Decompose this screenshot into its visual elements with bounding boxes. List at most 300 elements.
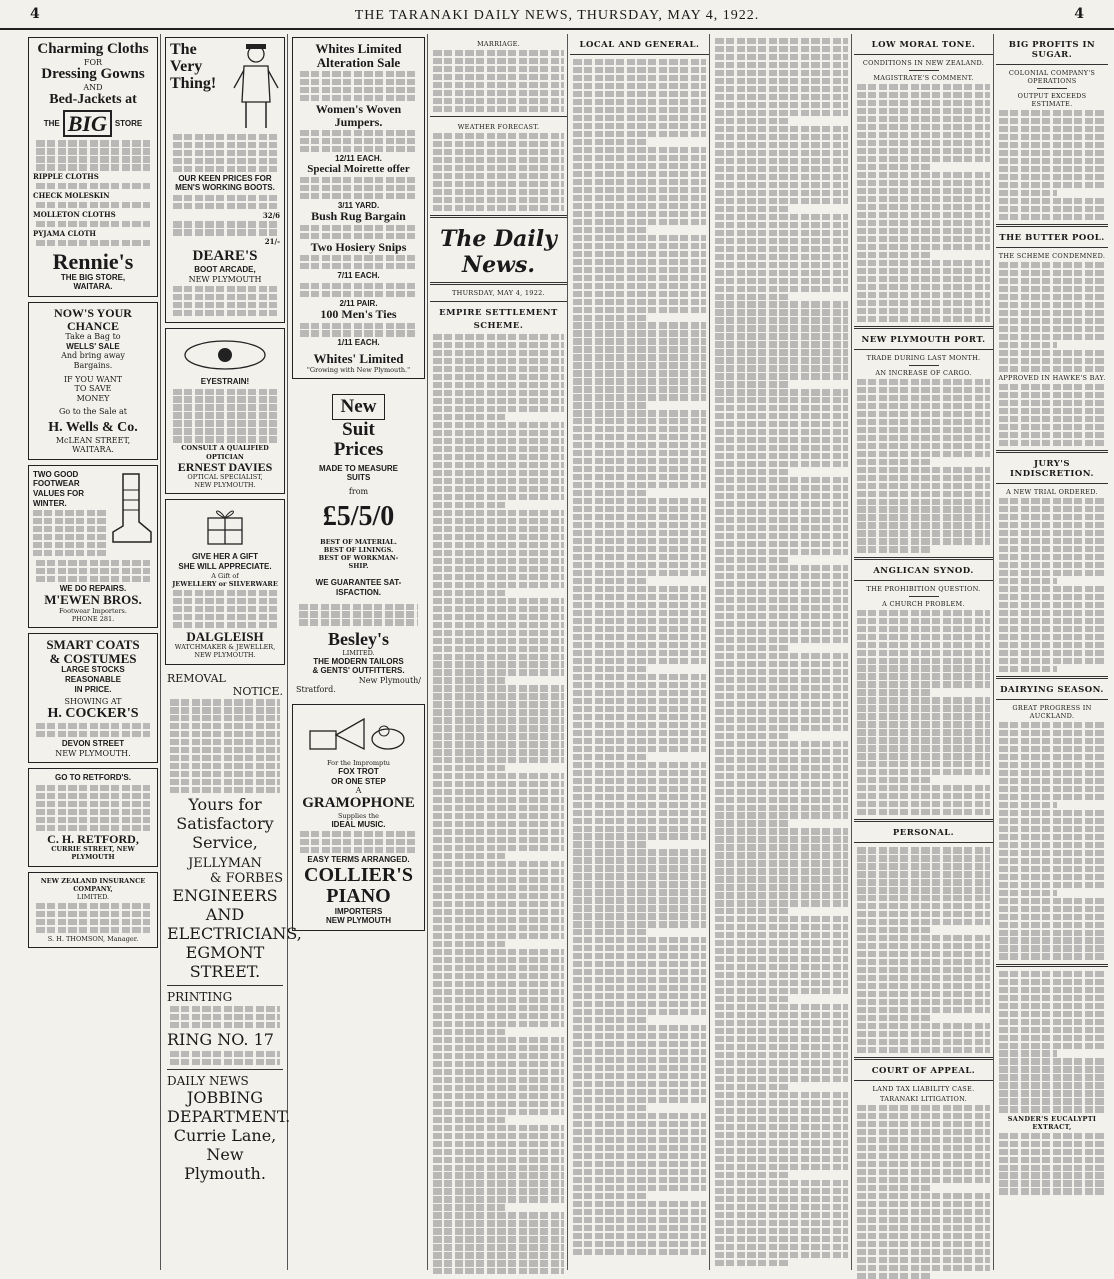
text-line — [857, 618, 990, 624]
section-heading: COURT OF APPEAL. — [871, 1066, 976, 1077]
text-line — [715, 557, 788, 563]
text-line — [715, 246, 848, 252]
section-heading: WEATHER FORECAST. — [457, 123, 540, 132]
text-line — [857, 1031, 990, 1037]
text-line — [999, 1035, 1105, 1041]
text-line — [857, 300, 990, 306]
article-body — [854, 847, 993, 1053]
text-line — [573, 219, 706, 225]
ad-line: WELLS' SALE — [66, 341, 120, 351]
text-line — [999, 642, 1105, 648]
text-line — [999, 416, 1105, 422]
text-line — [573, 881, 706, 887]
text-line — [573, 841, 646, 847]
text-line — [999, 302, 1105, 308]
text-line — [573, 666, 646, 672]
text-line — [715, 62, 848, 68]
section-heading: PERSONAL. — [892, 828, 955, 839]
text-line — [999, 1106, 1105, 1112]
text-line — [573, 1025, 706, 1031]
ad-line: MADE TO MEASURE — [319, 463, 398, 473]
text-line — [999, 1011, 1105, 1017]
deare-advert — [165, 37, 285, 323]
ad-line: LARGE STOCKS — [61, 665, 125, 675]
ad-line: For the Impromptu — [327, 759, 390, 768]
sub-heading: CONDITIONS IN NEW ZEALAND. — [862, 59, 985, 67]
text-line — [857, 188, 990, 194]
text-line — [715, 477, 848, 483]
text-line — [715, 309, 848, 315]
text-line — [715, 238, 848, 244]
text-line — [999, 506, 1105, 512]
text-line — [999, 634, 1105, 640]
text-line — [715, 964, 848, 970]
ad-line: DAILY NEWS — [167, 1073, 249, 1088]
sub-heading: A NEW TRIAL ORDERED. — [1006, 488, 1098, 497]
text-line — [857, 260, 990, 266]
text-line — [715, 118, 788, 124]
ad-line: IF YOU WANT — [63, 374, 123, 384]
column-2 — [163, 34, 302, 1270]
text-line — [857, 705, 990, 711]
ad-line: Charming Cloths — [37, 41, 149, 57]
text-line — [857, 316, 990, 322]
text-line — [573, 1057, 706, 1063]
text-line — [715, 389, 848, 395]
section-heading: JURY'S INDISCRETION. — [1010, 459, 1094, 480]
text-line — [857, 1249, 990, 1255]
text-line — [999, 182, 1105, 188]
text-line — [433, 901, 564, 907]
text-line — [573, 1001, 706, 1007]
text-line — [433, 526, 564, 532]
text-line — [573, 275, 706, 281]
text-line — [573, 91, 706, 97]
text-line — [999, 754, 1105, 760]
text-line — [573, 450, 706, 456]
article-body — [854, 1105, 993, 1279]
text-line — [573, 283, 706, 289]
text-line — [999, 770, 1105, 776]
text-line — [857, 427, 990, 433]
text-line — [715, 1068, 848, 1074]
text-line — [433, 909, 564, 915]
text-line — [857, 919, 990, 925]
ad-line: OPTICIAN — [206, 452, 244, 461]
text-line — [857, 983, 990, 989]
page-number-right: 4 — [1074, 6, 1084, 22]
ad-line: NEW PLYMOUTH. — [55, 748, 131, 758]
text-line — [715, 725, 848, 731]
text-line — [433, 534, 564, 540]
text-line — [999, 850, 1105, 856]
text-line — [999, 174, 1105, 180]
ad-line: Thing! — [170, 74, 217, 92]
text-line — [433, 1268, 564, 1274]
text-line — [857, 1023, 990, 1029]
text-line — [573, 1193, 646, 1199]
text-line — [573, 937, 706, 943]
text-line — [715, 230, 848, 236]
text-line — [715, 773, 848, 779]
ad-line: CHANCE — [66, 318, 119, 333]
text-line — [433, 1252, 564, 1258]
text-line — [433, 478, 564, 484]
text-line — [999, 570, 1105, 576]
text-line — [715, 381, 788, 387]
text-line — [715, 621, 848, 627]
text-line — [999, 762, 1105, 768]
editorial-heading: EMPIRE SETTLEMENT — [439, 308, 558, 319]
text-line — [715, 948, 848, 954]
text-line — [857, 1153, 990, 1159]
text-line — [573, 322, 706, 328]
text-line — [573, 746, 706, 752]
text-line — [999, 392, 1105, 398]
sub-heading: OUTPUT EXCEEDS ESTIMATE. — [1017, 92, 1087, 108]
text-line — [857, 419, 990, 425]
ad-line: S. H. THOMSON, Manager. — [47, 934, 139, 943]
text-line — [715, 1084, 788, 1090]
text-line — [715, 46, 848, 52]
text-line — [715, 1100, 848, 1106]
dalgleish-advert — [165, 499, 285, 664]
text-line — [857, 1257, 990, 1263]
text-line — [999, 1019, 1105, 1025]
retford-advert — [28, 768, 158, 866]
text-line — [573, 1041, 706, 1047]
text-line — [715, 685, 848, 691]
ad-line: OUR KEEN PRICES FOR — [178, 173, 272, 183]
text-line — [715, 501, 848, 507]
text-line — [715, 653, 848, 659]
text-line — [857, 785, 990, 791]
text-line — [715, 669, 848, 675]
text-line — [715, 509, 848, 515]
text-line — [433, 374, 564, 380]
text-line — [857, 84, 990, 90]
text-line — [573, 945, 706, 951]
text-line — [433, 981, 564, 987]
text-line — [857, 1007, 990, 1013]
text-line — [573, 626, 706, 632]
ad-line: GRAMOPHONE — [302, 794, 415, 811]
text-line — [857, 1129, 990, 1135]
price: 3/11 YARD. — [337, 200, 380, 210]
text-line — [433, 1141, 564, 1147]
text-line — [433, 1069, 564, 1075]
ad-line: FOR — [83, 57, 103, 67]
text-line — [433, 757, 564, 763]
text-line — [999, 1043, 1105, 1049]
text-line — [715, 349, 848, 355]
ad-line: New — [332, 394, 386, 420]
ad-line: And bring away — [61, 351, 125, 361]
text-line — [573, 985, 706, 991]
text-line — [573, 889, 706, 895]
text-line — [573, 1209, 706, 1215]
text-line — [715, 198, 848, 204]
text-line — [857, 689, 930, 695]
text-line — [999, 1058, 1105, 1064]
price-line — [33, 229, 153, 238]
ad-line: McLEAN STREET, — [55, 435, 131, 445]
text-line — [999, 866, 1105, 872]
text-line — [715, 333, 848, 339]
text-line — [715, 581, 848, 587]
text-line — [573, 299, 706, 305]
ad-line: NOW'S YOUR — [54, 306, 132, 321]
text-line — [573, 1161, 706, 1167]
text-line — [573, 1233, 706, 1239]
text-line — [857, 116, 990, 122]
text-line — [715, 1236, 848, 1242]
text-line — [433, 1180, 564, 1186]
text-line — [573, 1049, 706, 1055]
text-line — [715, 828, 848, 834]
ad-line: A Gift of — [211, 571, 239, 580]
ad-line: MEN'S WORKING BOOTS. — [175, 183, 275, 193]
ad-line: BIG — [63, 110, 112, 137]
text-line — [433, 1165, 564, 1171]
text-line — [433, 398, 564, 404]
ad-line: Yours for Satisfactory Service, — [176, 795, 274, 853]
text-line — [433, 1172, 564, 1178]
text-line — [573, 786, 706, 792]
masthead-title: THE TARANAKI DAILY NEWS, THURSDAY, MAY 4, 1922. — [354, 8, 760, 23]
ad-line: Bargains. — [73, 360, 113, 370]
ad-line: OPTICAL SPECIALIST, — [187, 473, 263, 482]
text-line — [573, 953, 706, 959]
text-line — [433, 1109, 564, 1115]
text-line — [715, 1220, 848, 1226]
text-line — [573, 650, 706, 656]
text-line — [573, 131, 706, 137]
text-line — [715, 565, 848, 571]
text-line — [857, 1121, 990, 1127]
text-line — [573, 1145, 706, 1151]
text-line — [999, 142, 1105, 148]
text-line — [999, 794, 1105, 800]
text-line — [857, 793, 990, 799]
text-line — [715, 1052, 848, 1058]
page-number-left: 4 — [30, 6, 40, 22]
text-line — [999, 1165, 1105, 1171]
text-line — [433, 733, 564, 739]
text-line — [999, 1141, 1105, 1147]
text-line — [715, 693, 848, 699]
column-8 — [996, 34, 1108, 1270]
text-line — [433, 550, 564, 556]
text-line — [573, 1129, 706, 1135]
text-line — [433, 542, 564, 548]
text-line — [433, 638, 564, 644]
text-line — [573, 1081, 706, 1087]
text-line — [715, 1004, 848, 1010]
text-line — [433, 486, 564, 492]
text-line — [857, 252, 930, 258]
section-heading: LOCAL AND GENERAL. — [579, 40, 700, 50]
ad-line: THE — [43, 119, 60, 129]
ad-line: PIANO — [326, 884, 391, 907]
ad-line: SHIP. — [348, 562, 369, 571]
text-line — [857, 895, 990, 901]
text-line — [573, 370, 706, 376]
text-line — [857, 777, 930, 783]
text-line — [999, 842, 1105, 848]
text-line — [999, 522, 1105, 528]
text-line — [715, 214, 848, 220]
text-line — [999, 1066, 1105, 1072]
text-line — [573, 897, 706, 903]
text-line — [999, 650, 1105, 656]
text-line — [857, 847, 990, 853]
editorial-heading: SCHEME. — [473, 321, 524, 332]
text-line — [999, 858, 1105, 864]
text-line — [857, 991, 990, 997]
text-line — [857, 1209, 990, 1215]
text-line — [715, 860, 848, 866]
section-heading: THE BUTTER POOL. — [999, 232, 1105, 243]
text-line — [573, 586, 706, 592]
big-store-logo — [33, 110, 153, 137]
text-line — [857, 634, 990, 640]
man-illustration-icon — [232, 42, 280, 132]
text-line — [715, 940, 848, 946]
text-line — [433, 566, 564, 572]
text-line — [715, 262, 848, 268]
text-line — [715, 908, 788, 914]
ad-line: Jumpers. — [334, 114, 383, 129]
text-line — [573, 730, 706, 736]
text-line — [999, 810, 1105, 816]
text-line — [573, 1137, 706, 1143]
text-line — [857, 196, 990, 202]
text-line — [573, 426, 706, 432]
text-line — [433, 781, 564, 787]
text-line — [573, 338, 706, 344]
newspaper-masthead — [0, 0, 1114, 30]
text-line — [857, 108, 990, 114]
text-line — [999, 198, 1105, 204]
text-line — [433, 646, 564, 652]
text-line — [433, 1005, 564, 1011]
text-line — [857, 761, 990, 767]
text-line — [999, 778, 1105, 784]
column-5 — [570, 34, 710, 1270]
text-line — [715, 429, 848, 435]
boot-icon — [109, 470, 153, 550]
text-line — [433, 630, 564, 636]
text-line — [999, 610, 1105, 616]
text-line — [999, 602, 1105, 608]
text-line — [857, 172, 990, 178]
text-line — [573, 1073, 706, 1079]
text-line — [433, 677, 505, 683]
text-line — [433, 1188, 564, 1194]
text-line — [433, 765, 505, 771]
big-store-advert — [28, 37, 158, 297]
text-line — [573, 754, 646, 760]
text-line — [999, 1074, 1105, 1080]
text-line — [433, 661, 564, 667]
text-line — [573, 362, 706, 368]
text-line — [999, 1149, 1105, 1155]
text-line — [573, 211, 706, 217]
text-line — [573, 961, 706, 967]
text-line — [857, 681, 990, 687]
text-line — [999, 530, 1105, 536]
text-line — [999, 578, 1057, 584]
text-line — [433, 829, 564, 835]
text-line — [999, 358, 1105, 364]
ad-line: Rennie's — [52, 248, 134, 274]
text-line — [573, 1105, 646, 1111]
text-line — [715, 805, 848, 811]
text-line — [573, 833, 706, 839]
text-line — [857, 212, 990, 218]
text-line — [573, 59, 706, 65]
text-line — [715, 102, 848, 108]
text-line — [715, 876, 848, 882]
text-line — [433, 1013, 564, 1019]
text-line — [715, 645, 788, 651]
text-line — [573, 873, 706, 879]
text-line — [857, 943, 990, 949]
column-4 — [430, 34, 568, 1270]
ad-line: ENGINEERS AND ELECTRICIANS, — [167, 886, 302, 944]
text-line — [573, 778, 706, 784]
text-line — [857, 308, 990, 314]
sub-heading: THE SCHEME CONDEMNED. — [998, 251, 1106, 260]
text-line — [999, 1133, 1105, 1139]
text-line — [433, 590, 505, 596]
text-line — [715, 86, 848, 92]
article-body — [996, 722, 1108, 960]
text-line — [999, 594, 1105, 600]
text-line — [573, 1065, 706, 1071]
text-line — [433, 1212, 564, 1218]
text-line — [573, 354, 706, 360]
text-line — [857, 697, 990, 703]
text-line — [999, 626, 1105, 632]
text-line — [433, 893, 564, 899]
text-line — [433, 965, 564, 971]
ad-line: Prices — [333, 438, 384, 460]
text-line — [999, 971, 1105, 977]
text-line — [715, 980, 848, 986]
text-line — [573, 1017, 646, 1023]
text-line — [999, 730, 1105, 736]
price-line — [33, 210, 153, 219]
text-line — [573, 171, 706, 177]
text-line — [433, 1157, 564, 1163]
price-line — [33, 191, 153, 200]
text-line — [433, 1093, 564, 1099]
price: 12/11 EACH. — [335, 153, 382, 163]
cocker-advert — [28, 633, 158, 763]
text-line — [433, 701, 564, 707]
text-line — [857, 1177, 990, 1183]
text-line — [573, 658, 706, 664]
ad-line: Stratford. — [296, 685, 336, 695]
text-line — [573, 857, 706, 863]
ad-line: WINTER. — [33, 498, 67, 508]
text-line — [573, 570, 706, 576]
text-line — [857, 745, 990, 751]
text-line — [573, 929, 646, 935]
text-line — [715, 765, 848, 771]
